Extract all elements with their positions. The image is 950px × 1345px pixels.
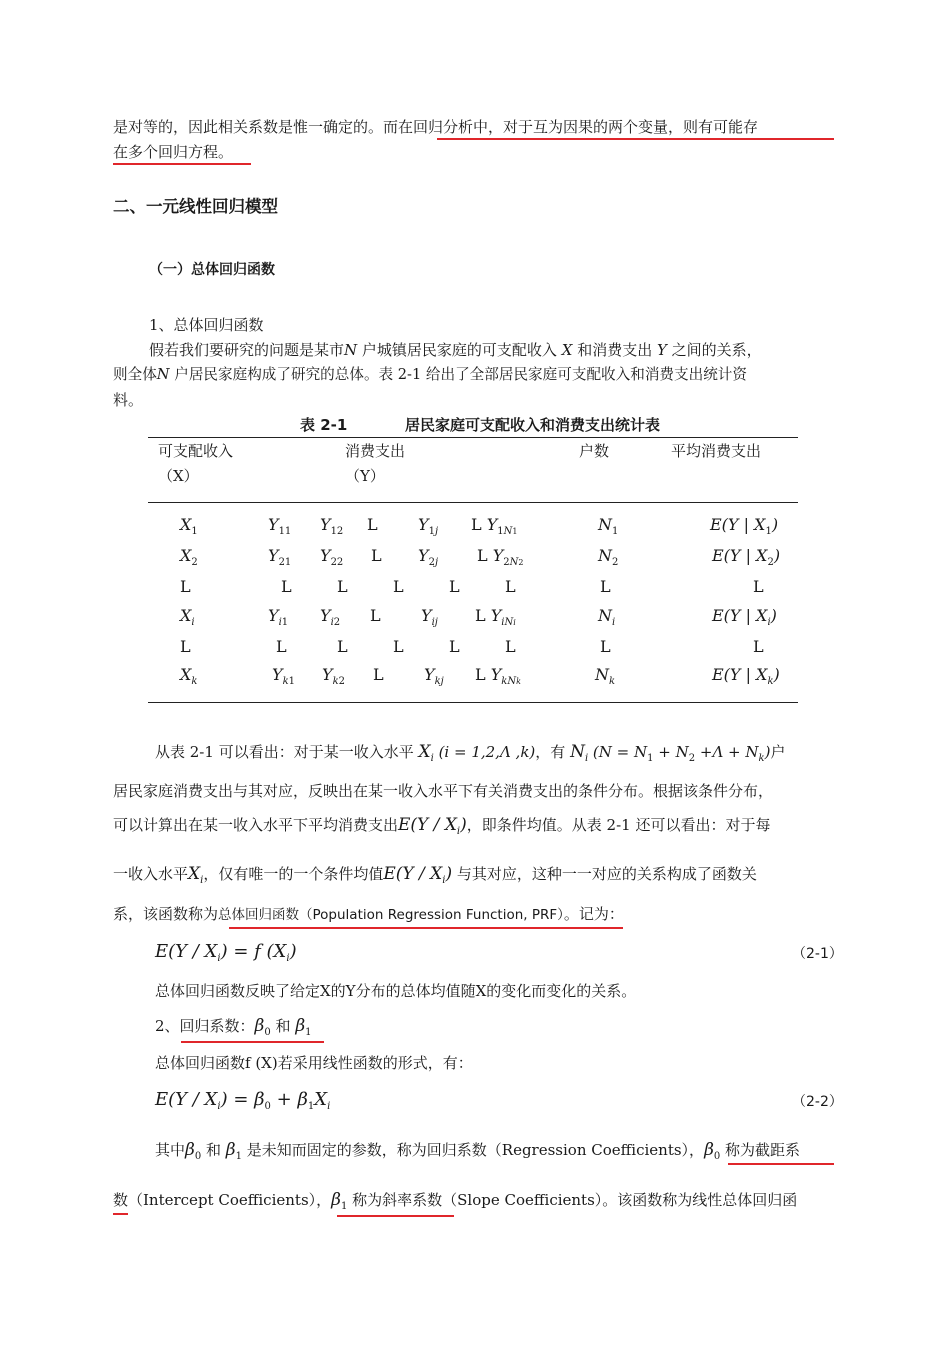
- paragraph-line: 料。: [113, 391, 144, 409]
- table-cell: $X_k$: [180, 665, 198, 687]
- table-cell: L: [373, 665, 384, 684]
- item-1-title: 1、总体回归函数: [149, 316, 264, 334]
- table-cell: $X_2$: [180, 546, 198, 568]
- paragraph-line: 系，该函数称为总体回归函数（Population Regression Function, PRF）。记为：: [113, 905, 624, 923]
- red-underline: [113, 163, 251, 165]
- table-cell: L: [600, 577, 611, 596]
- equation-2-2: $E(Y / X_i) = \beta_0 + \beta_1X_i$: [155, 1089, 331, 1112]
- table-cell: $N_k$: [595, 665, 616, 687]
- red-underline: [437, 138, 834, 140]
- table-bottom-rule: [148, 702, 798, 703]
- table-header-rule: [148, 502, 798, 503]
- table-cell: L: [371, 546, 382, 565]
- header-households: 户数: [579, 442, 610, 460]
- table-caption-number: 表 2-1: [300, 416, 348, 434]
- paragraph-line: 其中$\beta_0$ 和 $\beta_1$ 是未知而固定的参数，称为回归系数（Regression Coefficients），$\beta_0$ 称为截距系: [155, 1140, 801, 1162]
- table-cell: $N_i$: [598, 606, 616, 628]
- table-cell: L: [753, 577, 764, 596]
- header-consumption: 消费支出: [345, 442, 406, 460]
- table-cell: $Y_{kj}$: [424, 665, 444, 687]
- table-cell: E(Y | $X_k$): [712, 665, 780, 687]
- table-cell: L: [449, 577, 460, 596]
- paragraph-line: 总体回归函数f (X)若采用线性函数的形式，有：: [155, 1054, 473, 1072]
- table-cell: $N_2$: [598, 546, 619, 568]
- red-underline: [337, 1215, 454, 1217]
- table-cell: L: [180, 637, 191, 656]
- table-cell: L: [393, 637, 404, 656]
- paragraph-line: 假若我们要研究的问题是某市N 户城镇居民家庭的可支配收入 X 和消费支出 Y 之间的关系，: [149, 341, 762, 359]
- table-cell: L: [180, 577, 191, 596]
- header-income-symbol: （X）: [158, 467, 199, 485]
- table-cell: $Y_{1j}$: [418, 515, 439, 537]
- table-cell: L: [393, 577, 404, 596]
- paragraph-line: 一收入水平$X_i$，仅有唯一的一个条件均值$E(Y / X_i)$ 与其对应，这种一一对应的关系构成了函数关: [113, 864, 757, 886]
- table-cell: L: [449, 637, 460, 656]
- table-cell: $Y_{i2}$: [320, 606, 341, 628]
- table-cell: L: [276, 637, 287, 656]
- table-cell: $N_1$: [598, 515, 619, 537]
- table-cell: E(Y | $X_2$): [712, 546, 781, 568]
- red-underline: [181, 1041, 324, 1043]
- header-consumption-symbol: （Y）: [345, 467, 385, 485]
- table-cell: L: [505, 637, 516, 656]
- red-underline: [728, 1163, 834, 1165]
- table-cell: L: [367, 515, 378, 534]
- table-cell: L: [370, 606, 381, 625]
- table-cell: L: [505, 577, 516, 596]
- table-cell: L $Y_{1N1}$: [471, 515, 518, 537]
- table-cell: $Y_{21}$: [268, 546, 292, 568]
- paragraph-line: 从表 2-1 可以看出：对于某一收入水平 $X_i$ (i = 1,2,Λ ,k)，有 $N_i$ $(N = N_1 + N_2 +\Lambda + N_k)$户: [155, 742, 786, 764]
- table-cell: L: [600, 637, 611, 656]
- table-cell: $X_1$: [180, 515, 198, 537]
- table-top-rule: [148, 437, 798, 438]
- table-cell: $Y_{k1}$: [272, 665, 295, 687]
- paragraph-line: 则全体N 户居民家庭构成了研究的总体。表 2-1 给出了全部居民家庭可支配收入和消费支出统计资: [113, 366, 747, 383]
- table-cell: $Y_{ij}$: [421, 606, 438, 628]
- red-underline: [229, 927, 623, 929]
- table-cell: E(Y | $X_1$): [710, 515, 779, 537]
- subsection-title: （一）总体回归函数: [149, 262, 275, 278]
- paragraph-line: 可以计算出在某一收入水平下平均消费支出$E(Y / X_i)$，即条件均值。从表 2-1 还可以看出：对于每: [113, 815, 771, 837]
- red-underline: [113, 1213, 128, 1215]
- header-average: 平均消费支出: [671, 442, 762, 460]
- item-2-title: 2、回归系数：$\beta_0$ 和 $\beta_1$: [155, 1016, 312, 1038]
- table-cell: $Y_{22}$: [320, 546, 344, 568]
- table-caption-title: 居民家庭可支配收入和消费支出统计表: [405, 416, 661, 434]
- table-cell: L: [281, 577, 292, 596]
- table-cell: $Y_{i1}$: [268, 606, 289, 628]
- equation-number: （2-2）: [792, 1094, 843, 1110]
- table-cell: L: [337, 577, 348, 596]
- header-income: 可支配收入: [158, 442, 234, 460]
- table-cell: $Y_{k2}$: [322, 665, 345, 687]
- table-cell: $Y_{12}$: [320, 515, 344, 537]
- table-cell: L $Y_{iNi}$: [475, 606, 516, 628]
- intro-line-1: 是对等的，因此相关系数是惟一确定的。而在回归分析中，对于互为因果的两个变量，则有可能存: [113, 118, 759, 136]
- table-cell: $Y_{11}$: [268, 515, 292, 537]
- table-cell: $X_i$: [180, 606, 195, 628]
- table-cell: E(Y | $X_i$): [712, 606, 777, 628]
- table-cell: L $Y_{kNk}$: [475, 665, 521, 687]
- table-cell: $Y_{2j}$: [418, 546, 439, 568]
- paragraph-line: 总体回归函数反映了给定X的Y分布的总体均值随X的变化而变化的关系。: [155, 982, 637, 1000]
- table-cell: L $Y_{2N2}$: [477, 546, 524, 568]
- table-cell: L: [337, 637, 348, 656]
- equation-2-1: $E(Y / X_i) = f$ $(X_i)$: [155, 941, 297, 964]
- paragraph-line: 数（Intercept Coefficients），$\beta_1$ 称为斜率系数（Slope Coefficients）。该函数称为线性总体回归函: [113, 1190, 798, 1212]
- section-title: 二、一元线性回归模型: [113, 197, 278, 216]
- intro-line-2: 在多个回归方程。: [113, 143, 234, 161]
- paragraph-line: 居民家庭消费支出与其对应，反映出在某一收入水平下有关消费支出的条件分布。根据该条件分布，: [113, 782, 774, 800]
- table-cell: L: [753, 637, 764, 656]
- equation-number: （2-1）: [792, 946, 843, 962]
